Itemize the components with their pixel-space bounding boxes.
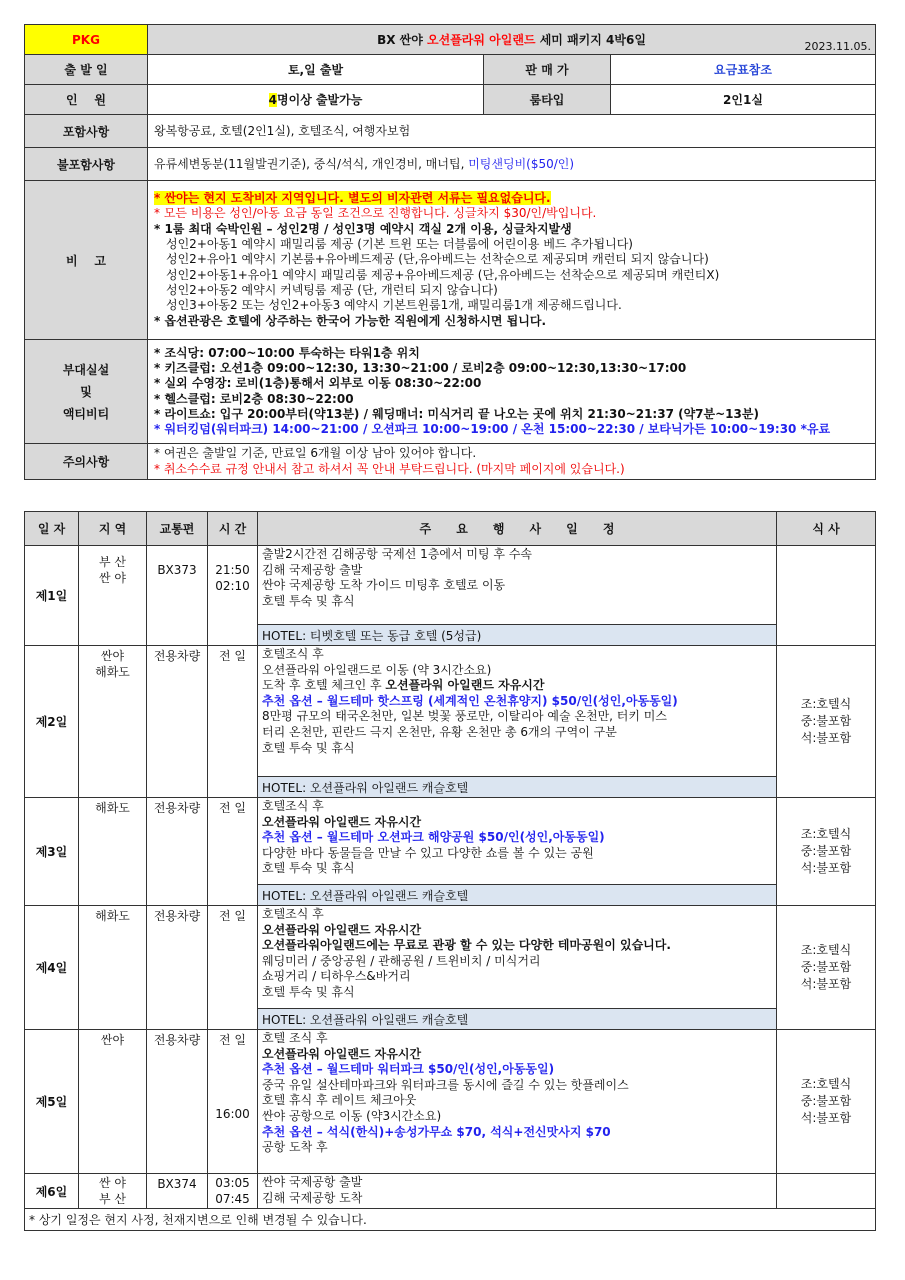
day1-transport: BX373 <box>147 546 208 646</box>
remarks-label: 비 고 <box>25 181 148 340</box>
remarks-content <box>148 181 876 340</box>
departure-value: 토,일 출발 <box>148 55 484 85</box>
day2-hotel: HOTEL: 오션플라워 아일랜드 캐슬호텔 <box>258 777 777 798</box>
day3-meal: 조:호텔식 중:불포함 석:불포함 <box>777 798 876 906</box>
day4-itinerary: 호텔조식 후 오션플라워 아일랜드 자유시간 오션플라워아일랜드에는 무료로 관광 할 수 있는 다양한 테마공원이 있습니다. 웨딩미러 / 중앙공원 / 관해공원 / 트윈비치 / 미식거리 쇼핑거리 / 티하우스&바거리 호텔 투숙 및 휴식 <box>258 906 777 1009</box>
price-label: 판 매 가 <box>484 55 611 85</box>
day4-transport: 전용차량 <box>147 906 208 1030</box>
departure-label: 출 발 일 <box>25 55 148 85</box>
people-rest: 명이상 출발가능 <box>277 93 363 107</box>
caution-label: 주의사항 <box>25 444 148 480</box>
day3-time: 전 일 <box>208 798 258 906</box>
title-highlight: 오션플라워 아일랜드 <box>427 33 536 47</box>
day6-label: 제6일 <box>25 1174 79 1209</box>
price-value: 요금표참조 <box>611 55 876 85</box>
document-date: 2023.11.05. <box>804 40 871 53</box>
excluded-text: 유류세변동분(11월발권기준), 중식/석식, 개인경비, 매너팁, <box>154 157 469 171</box>
day5-meal: 조:호텔식 중:불포함 석:불포함 <box>777 1030 876 1174</box>
caution-passport: * 여권은 출발일 기준, 만료일 6개월 이상 남아 있어야 합니다. <box>154 446 477 461</box>
day2-label: 제2일 <box>25 646 79 798</box>
day1-hotel: HOTEL: 티벳호텔 또는 동급 호텔 (5성급) <box>258 625 777 646</box>
day3-hotel: HOTEL: 오션플라워 아일랜드 캐슬호텔 <box>258 885 777 906</box>
day2-region: 싼야 해화도 <box>79 646 147 798</box>
day4-hotel: HOTEL: 오션플라워 아일랜드 캐슬호텔 <box>258 1009 777 1030</box>
caution-cancel: * 취소수수료 규정 안내서 참고 하셔서 꼭 안내 부탁드립니다. (마지막 페이지에 있습니다.) <box>154 461 625 476</box>
schedule-table <box>24 511 876 1231</box>
day6-meal <box>777 1174 876 1209</box>
day1-meal <box>777 546 876 646</box>
facility-kids-club: * 키즈클럽: 오션1층 09:00~12:30, 13:30~21:00 / 로비2층 09:00~12:30,13:30~17:00 <box>154 360 687 375</box>
day1-region: 부 산 싼 야 <box>79 546 147 646</box>
room-label: 룸타입 <box>484 85 611 115</box>
day3-label: 제3일 <box>25 798 79 906</box>
remark-room-max: * 1룸 최대 숙박인원 – 성인2명 / 성인3명 예약시 객실 2개 이용, 싱글차지발생 <box>154 221 572 236</box>
remark-room-1: 성인2+아동1 예약시 패밀리룸 제공 (기본 트윈 또는 더블룸에 어린이용 베드 추가됩니다) <box>166 237 633 252</box>
header-region: 지 역 <box>79 512 147 546</box>
schedule-footnote: * 상기 일정은 현지 사정, 천재지변으로 인해 변경될 수 있습니다. <box>25 1209 876 1231</box>
pkg-badge: PKG <box>25 25 148 55</box>
day4-region: 해화도 <box>79 906 147 1030</box>
included-label: 포함사항 <box>25 115 148 148</box>
title-prefix: BX 싼야 <box>377 33 428 47</box>
header-day: 일 자 <box>25 512 79 546</box>
excluded-cell <box>148 148 876 181</box>
day3-itinerary: 호텔조식 후 오션플라워 아일랜드 자유시간 추천 옵션 – 월드테마 오션파크 해양공원 $50/인(성인,아동동일) 다양한 바다 동물들을 만날 수 있고 다양한 쇼를 볼 수 있는 공원 호텔 투숙 및 휴식 <box>258 798 777 885</box>
included-text: 왕복항공료, 호텔(2인1실), 호텔조식, 여행자보험 <box>148 115 876 148</box>
header-time: 시 간 <box>208 512 258 546</box>
day3-transport: 전용차량 <box>147 798 208 906</box>
day5-label: 제5일 <box>25 1030 79 1174</box>
day6-region: 싼 야 부 산 <box>79 1174 147 1209</box>
header-transport: 교통편 <box>147 512 208 546</box>
day4-label: 제4일 <box>25 906 79 1030</box>
excluded-meeting-fee: 미팅샌딩비($50/인) <box>468 157 575 171</box>
day3-region: 해화도 <box>79 798 147 906</box>
day1-time: 21:50 02:10 <box>208 546 258 646</box>
room-value: 2인1실 <box>611 85 876 115</box>
remark-room-5: 성인3+아동2 또는 성인2+아동3 예약시 기본트윈룸1개, 패밀리룸1개 제공해드립니다. <box>166 298 622 313</box>
remark-room-4: 성인2+아동2 예약시 커넥팅룸 제공 (단, 개런티 되지 않습니다) <box>166 282 498 297</box>
day5-transport: 전용차량 <box>147 1030 208 1174</box>
remark-options: * 옵션관광은 호텔에 상주하는 한국어 가능한 직원에게 신청하시면 됩니다. <box>154 313 547 328</box>
people-value <box>148 85 484 115</box>
facilities-label: 부대실설 및 액티비티 <box>25 340 148 444</box>
day1-label: 제1일 <box>25 546 79 646</box>
day4-meal: 조:호텔식 중:불포함 석:불포함 <box>777 906 876 1030</box>
day5-itinerary: 호텔 조식 후 오션플라워 아일랜드 자유시간 추천 옵션 – 월드테마 워터파크 $50/인(성인,아동동일) 중국 유일 설산테마파크와 워터파크를 동시에 즐길 수 있는 핫플레이스 호텔 휴식 후 레이트 체크아웃 싼야 공항으로 이동 (약3시간소요) 추천 옵션 – 석식(한식)+송성가무쇼 $70, 석식+전신맛사지 $70 공항 도착 후 <box>258 1030 777 1174</box>
remark-room-2: 성인2+유아1 예약시 기본룸+유아베드제공 (단,유아베드는 선착순으로 제공되며 캐런티 되지 않습니다) <box>166 252 709 267</box>
package-title <box>148 25 876 55</box>
day5-time: 전 일 16:00 <box>208 1030 258 1174</box>
caution-content <box>148 444 876 480</box>
header-itinerary: 주 요 행 사 일 정 <box>258 512 777 546</box>
remark-visa: * 싼야는 현지 도착비자 지역입니다. 별도의 비자관련 서류는 필요없습니다. <box>154 191 551 206</box>
day1-itinerary: 출발2시간전 김해공항 국제선 1층에서 미팅 후 수속 김해 국제공항 출발 싼야 국제공항 도착 가이드 미팅후 호텔로 이동 호텔 투숙 및 휴식 <box>258 546 777 625</box>
day2-itinerary: 호텔조식 후 오션플라워 아일랜드로 이동 (약 3시간소요) 도착 후 호텔 체크인 후 오션플라워 아일랜드 자유시간 추천 옵션 – 월드테마 핫스프링 (세계적인 온천휴양지) $50/인(성인,아동동일) 8만평 규모의 태국온천만, 일본 벚꽃 풍로만, 이탈리아 예술 온천만, 터키 미스 터리 온천만, 핀란드 극지 온천만, 유황 온천만 총 6개의 구역이 구분 호텔 투숙 및 휴식 <box>258 646 777 777</box>
remark-price: * 모든 비용은 성인/아동 요금 동일 조건으로 진행합니다. 싱글차지 $30/인/박입니다. <box>154 206 597 221</box>
header-meal: 식 사 <box>777 512 876 546</box>
day6-itinerary: 싼야 국제공항 출발 김해 국제공항 도착 <box>258 1174 777 1209</box>
day4-time: 전 일 <box>208 906 258 1030</box>
facility-gym: * 헬스클럽: 로비2층 08:30~22:00 <box>154 391 354 406</box>
title-suffix: 세미 패키지 4박6일 <box>535 33 646 47</box>
package-info-table <box>24 24 876 480</box>
day5-region: 싼야 <box>79 1030 147 1174</box>
day2-meal: 조:호텔식 중:불포함 석:불포함 <box>777 646 876 798</box>
day2-transport: 전용차량 <box>147 646 208 798</box>
facility-waterpark: * 워터킹덤(워터파크) 14:00~21:00 / 오션파크 10:00~19:00 / 온천 15:00~22:30 / 보타닉가든 10:00~19:30 *유료 <box>154 422 831 437</box>
facility-breakfast: * 조식당: 07:00~10:00 투숙하는 타워1층 위치 <box>154 345 420 360</box>
facility-light-show: * 라이트쇼: 입구 20:00부터(약13분) / 웨딩매너: 미식거리 끝 나오는 곳에 위치 21:30~21:37 (약7분~13분) <box>154 406 759 421</box>
excluded-label: 불포함사항 <box>25 148 148 181</box>
facility-pool: * 실외 수영장: 로비(1층)통해서 외부로 이동 08:30~22:00 <box>154 376 482 391</box>
people-num: 4 <box>268 93 278 107</box>
day2-time: 전 일 <box>208 646 258 798</box>
day6-time: 03:05 07:45 <box>208 1174 258 1209</box>
facilities-content <box>148 340 876 444</box>
remark-room-3: 성인2+아동1+유아1 예약시 패밀리룸 제공+유아베드제공 (단,유아베드는 선착순으로 제공되며 캐런티X) <box>166 267 720 282</box>
people-label: 인 원 <box>25 85 148 115</box>
day6-transport: BX374 <box>147 1174 208 1209</box>
